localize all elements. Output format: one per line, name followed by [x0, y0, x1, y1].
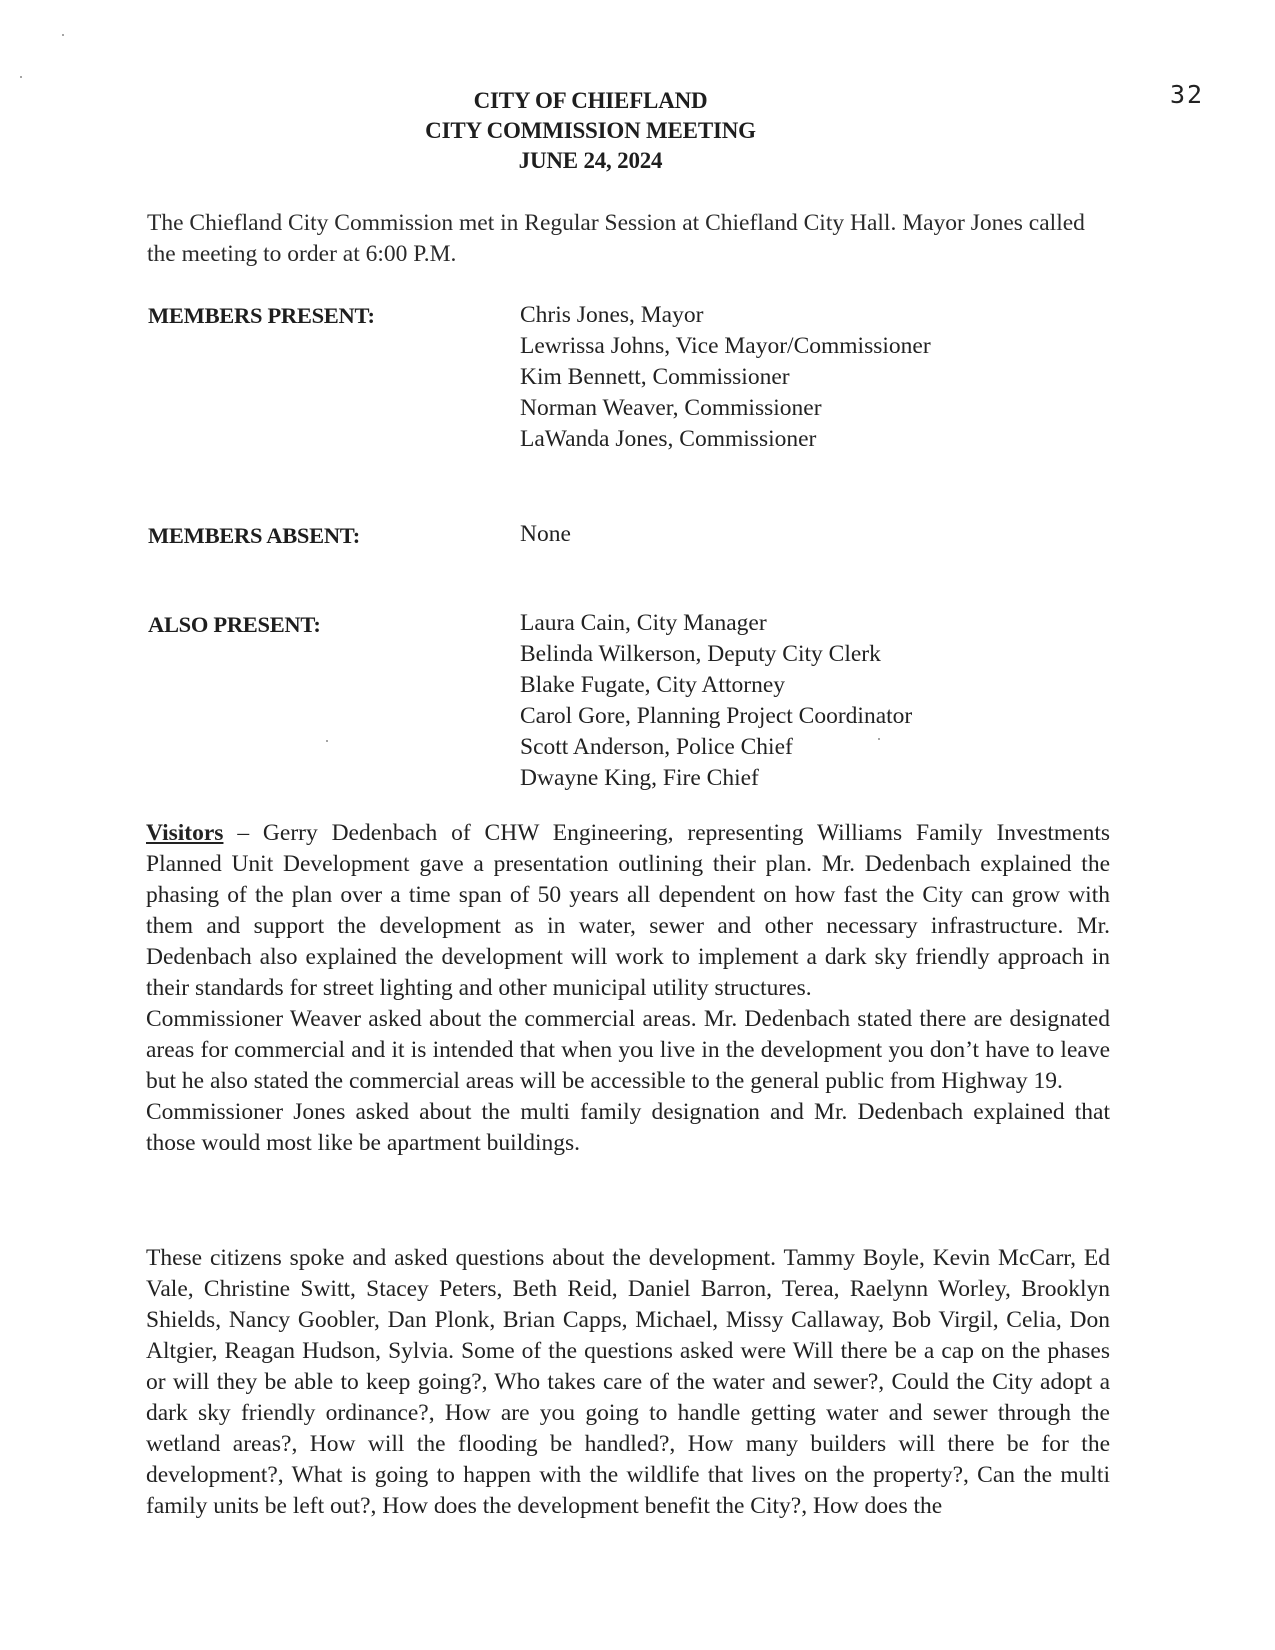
members-present-label: MEMBERS PRESENT:	[148, 303, 375, 328]
member-name: Norman Weaver, Commissioner	[520, 395, 822, 421]
page-number: 32	[1170, 80, 1205, 109]
staff-name: Scott Anderson, Police Chief	[520, 734, 793, 760]
member-name: Kim Bennett, Commissioner	[520, 364, 790, 390]
also-present-label: ALSO PRESENT:	[148, 612, 321, 637]
members-absent-label: MEMBERS ABSENT:	[148, 523, 360, 548]
header-date: JUNE 24, 2024	[518, 148, 663, 173]
staff-name: Blake Fugate, City Attorney	[520, 672, 785, 698]
document-header	[0, 86, 1275, 176]
intro-paragraph: The Chiefland City Commission met in Regular Session at Chiefland City Hall. Mayor Jones called the meeting to order at 6:00 P.M.	[147, 210, 1085, 267]
members-absent-list	[520, 519, 571, 550]
member-name: None	[520, 521, 571, 547]
visitors-label: Visitors	[146, 820, 224, 846]
scan-speck	[20, 76, 22, 78]
member-name: Lewrissa Johns, Vice Mayor/Commissioner	[520, 333, 931, 359]
citizens-paragraph: These citizens spoke and asked questions about the development. Tammy Boyle, Kevin McCarr, Ed Vale, Christine Switt, Stacey Peters, Beth Reid, Daniel Barron, Terea, Raelynn Worley, Brooklyn Shields, Nancy Goobler, Dan Plonk, Brian Capps, Michael, Missy Callaway, Bob Virgil, Celia, Don Altgier, Reagan Hudson, Sylvia. Some of the questions asked were Will there be a cap on the phases or will they be able to keep going?, Who takes care of the water and sewer?, Could the City adopt a dark sky friendly ordinance?, How are you going to handle getting water and sewer through the wetland areas?, How will the flooding be handled?, How many builders will there be for the development?, What is going to happen with the wildlife that lives on the property?, Can the multi family units be left out?, How does the development benefit the City?, How does the	[146, 1245, 1110, 1519]
staff-name: Dwayne King, Fire Chief	[520, 765, 759, 791]
visitors-text: Gerry Dedenbach of CHW Engineering, representing Williams Family Investments Planned Unit Development gave a presentation outlining their plan. Mr. Dedenbach explained the phasing of the plan over a time span of 50 years all dependent on how fast the City can grow with them and support the development as in water, sewer and other necessary infrastructure. Mr. Dedenbach also explained the development will work to implement a dark sky friendly approach in their standards for street lighting and other municipal utility structures.	[146, 820, 1111, 1001]
staff-name: Carol Gore, Planning Project Coordinator	[520, 703, 913, 729]
members-present-list	[520, 300, 931, 455]
scan-speck	[62, 34, 64, 36]
staff-name: Belinda Wilkerson, Deputy City Clerk	[520, 641, 881, 667]
visitors-paragraph-3: Commissioner Jones asked about the multi family designation and Mr. Dedenbach explained that those would most like be apartment buildings.	[146, 1099, 1110, 1156]
staff-name: Laura Cain, City Manager	[520, 610, 767, 636]
member-name: Chris Jones, Mayor	[520, 302, 704, 328]
header-city: CITY OF CHIEFLAND	[473, 88, 708, 113]
scan-speck	[326, 740, 328, 742]
visitors-dash: –	[223, 820, 263, 846]
visitors-paragraph-2: Commissioner Weaver asked about the commercial areas. Mr. Dedenbach stated there are designated areas for commercial and it is intended that when you live in the development you don’t have to leave but he also stated the commercial areas will be accessible to the general public from Highway 19.	[146, 1006, 1110, 1094]
visitors-paragraph-1	[146, 818, 1110, 1004]
visitors-section	[146, 818, 1110, 1159]
header-meeting: CITY COMMISSION MEETING	[425, 118, 756, 143]
also-present-list	[520, 608, 912, 794]
member-name: LaWanda Jones, Commissioner	[520, 426, 817, 452]
